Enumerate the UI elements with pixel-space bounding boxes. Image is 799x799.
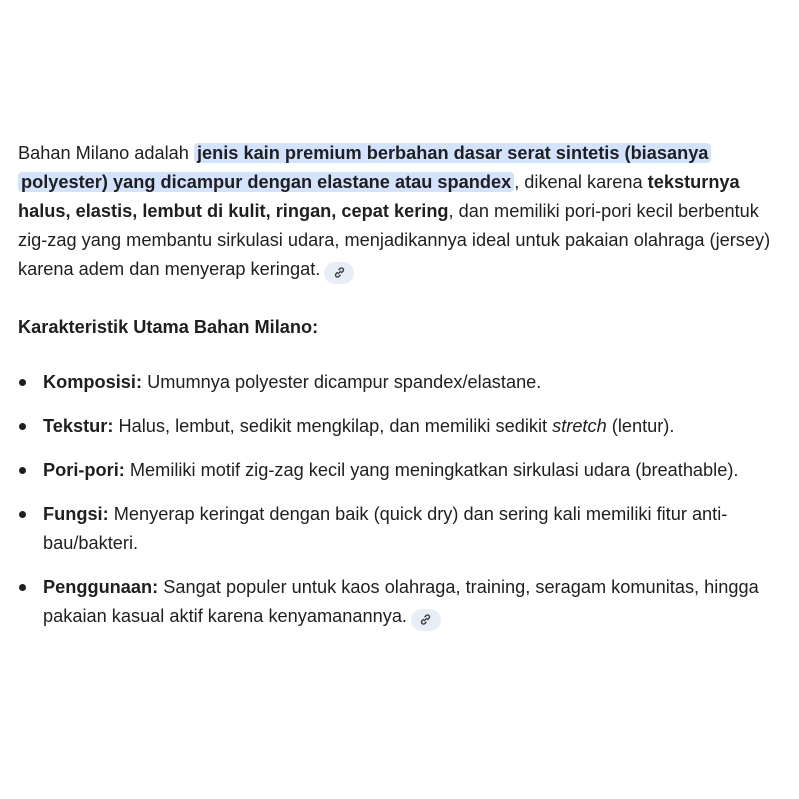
item-text: Sangat populer untuk kaos olahraga, training, seragam komunitas, hingga pakaian kasual aktif karena kenyamanannya. xyxy=(43,577,759,626)
bullet-dot xyxy=(19,467,26,474)
section-heading: Karakteristik Utama Bahan Milano: xyxy=(18,317,319,337)
item-text-after: (lentur). xyxy=(606,416,675,436)
list-item-usage xyxy=(18,573,784,631)
list-item-composition xyxy=(18,368,784,397)
item-label: Penggunaan: xyxy=(43,577,159,597)
intro-prefix: Bahan Milano adalah xyxy=(18,143,194,163)
link-icon xyxy=(333,266,346,279)
bullet-dot xyxy=(19,511,26,518)
link-icon xyxy=(419,613,432,626)
intro-suffix: , dan memiliki pori-pori kecil berbentuk zig-zag yang membantu sirkulasi udara, menjadikannya ideal untuk pakaian olahraga (jersey) karena adem dan menyerap keringat. xyxy=(18,201,771,279)
item-label: Komposisi: xyxy=(43,372,143,392)
item-text: Umumnya polyester dicampur spandex/elastane. xyxy=(142,372,542,392)
item-label: Fungsi: xyxy=(43,504,109,524)
characteristics-list xyxy=(18,368,784,631)
list-item-function xyxy=(18,500,784,558)
bullet-dot xyxy=(19,379,26,386)
highlighted-answer[interactable]: jenis kain premium berbahan dasar serat sintetis (biasanya polyester) yang dicampur dengan elastane atau spandex xyxy=(18,143,711,192)
item-label: Pori-pori: xyxy=(43,460,125,480)
intro-middle: , dikenal karena xyxy=(514,172,648,192)
item-text: Halus, lembut, sedikit mengkilap, dan memiliki sedikit xyxy=(113,416,553,436)
bullet-dot xyxy=(19,423,26,430)
item-text: Memiliki motif zig-zag kecil yang meningkatkan sirkulasi udara (breathable). xyxy=(124,460,739,480)
item-italic: stretch xyxy=(552,416,607,436)
source-link-chip[interactable] xyxy=(324,262,354,284)
intro-bold-features: teksturnya halus, elastis, lembut di kulit, ringan, cepat kering xyxy=(18,172,740,221)
response-content xyxy=(18,139,784,646)
list-item-pores xyxy=(18,456,784,485)
item-label: Tekstur: xyxy=(43,416,114,436)
list-item-texture xyxy=(18,412,784,441)
item-text: Menyerap keringat dengan baik (quick dry) dan sering kali memiliki fitur anti-bau/bakteri. xyxy=(43,504,728,553)
intro-paragraph xyxy=(18,139,784,284)
source-link-chip[interactable] xyxy=(411,609,441,631)
bullet-dot xyxy=(19,584,26,591)
